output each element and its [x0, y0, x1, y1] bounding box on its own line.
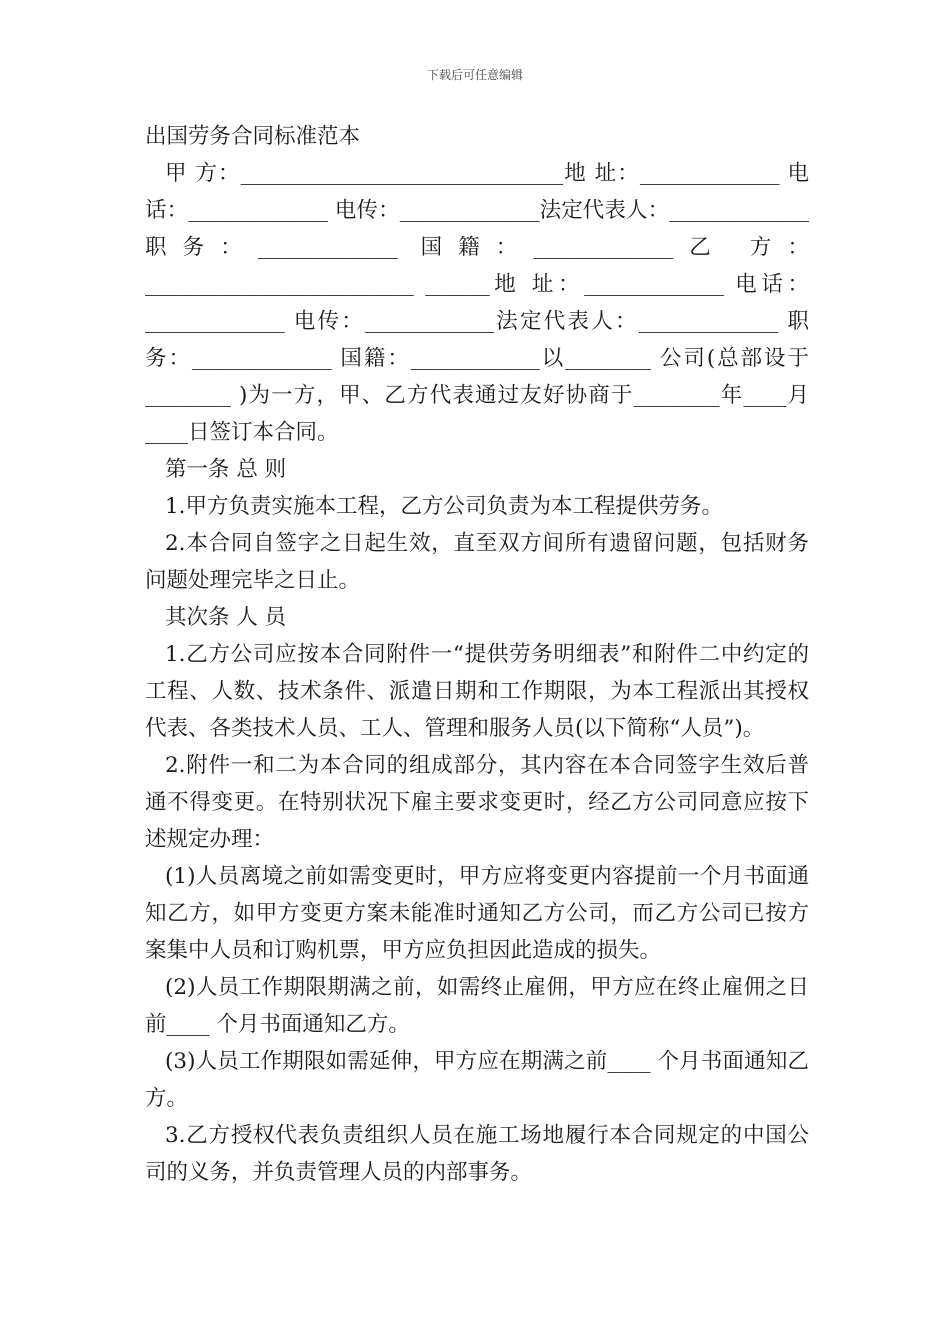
clause-paragraph: (2)人员工作期限期满之前，如需终止雇佣，甲方应在终止雇佣之日前____ 个月书面通知乙方。 — [145, 975, 809, 1037]
clause-paragraph: 3.乙方授权代表负责组织人员在施工场地履行本合同规定的中国公司的义务，并负责管理人员的内部事务。 — [145, 1123, 809, 1185]
section-heading: 第一条 总 则 — [165, 457, 287, 482]
section-heading: 其次条 人 员 — [165, 605, 287, 630]
clause-paragraph: (1)人员离境之前如需变更时，甲方应将变更内容提前一个月书面通知乙方，如甲方变更方案未能准时通知乙方公司，而乙方公司已按方案集中人员和订购机票，甲方应负担因此造成的损失。 — [145, 864, 809, 963]
clause-paragraph: 1.甲方负责实施本工程，乙方公司负责为本工程提供劳务。 — [165, 494, 724, 519]
clause-paragraph: (3)人员工作期限如需延伸，甲方应在期满之前____ 个月书面通知乙方。 — [145, 1049, 809, 1111]
clause-paragraph: 2.附件一和二为本合同的组成部分，其内容在本合同签字生效后普通不得变更。在特别状况下雇主要求变更时，经乙方公司同意应按下述规定办理： — [145, 753, 809, 852]
document-body — [145, 118, 809, 1191]
clause-paragraph: 2.本合同自签字之日起生效，直至双方间所有遗留问题，包括财务问题处理完毕之日止。 — [145, 531, 809, 593]
parties-paragraph: 甲 方：______________________________地 址：_____________ 电话：_____________ 电传：_____________法定代表人：_____________ 职务：_____________ 国籍：_____________乙 方：_________________________ ______地 址：_____________ 电话：_____________ 电传：____________法定代表人：_____________ 职务：_____________ 国籍：____________以________ 公司(总部设于________ )为一方，甲、乙方代表通过友好协商于________年____月____日签订本合同。 — [145, 161, 809, 445]
page-header: 下载后可任意编辑 — [426, 68, 523, 82]
document-title: 出国劳务合同标准范本 — [145, 124, 361, 149]
clause-paragraph: 1.乙方公司应按本合同附件一“提供劳务明细表”和附件二中约定的工程、人数、技术条件、派遣日期和工作期限，为本工程派出其授权代表、各类技术人员、工人、管理和服务人员(以下简称“人员”)。 — [145, 642, 809, 741]
